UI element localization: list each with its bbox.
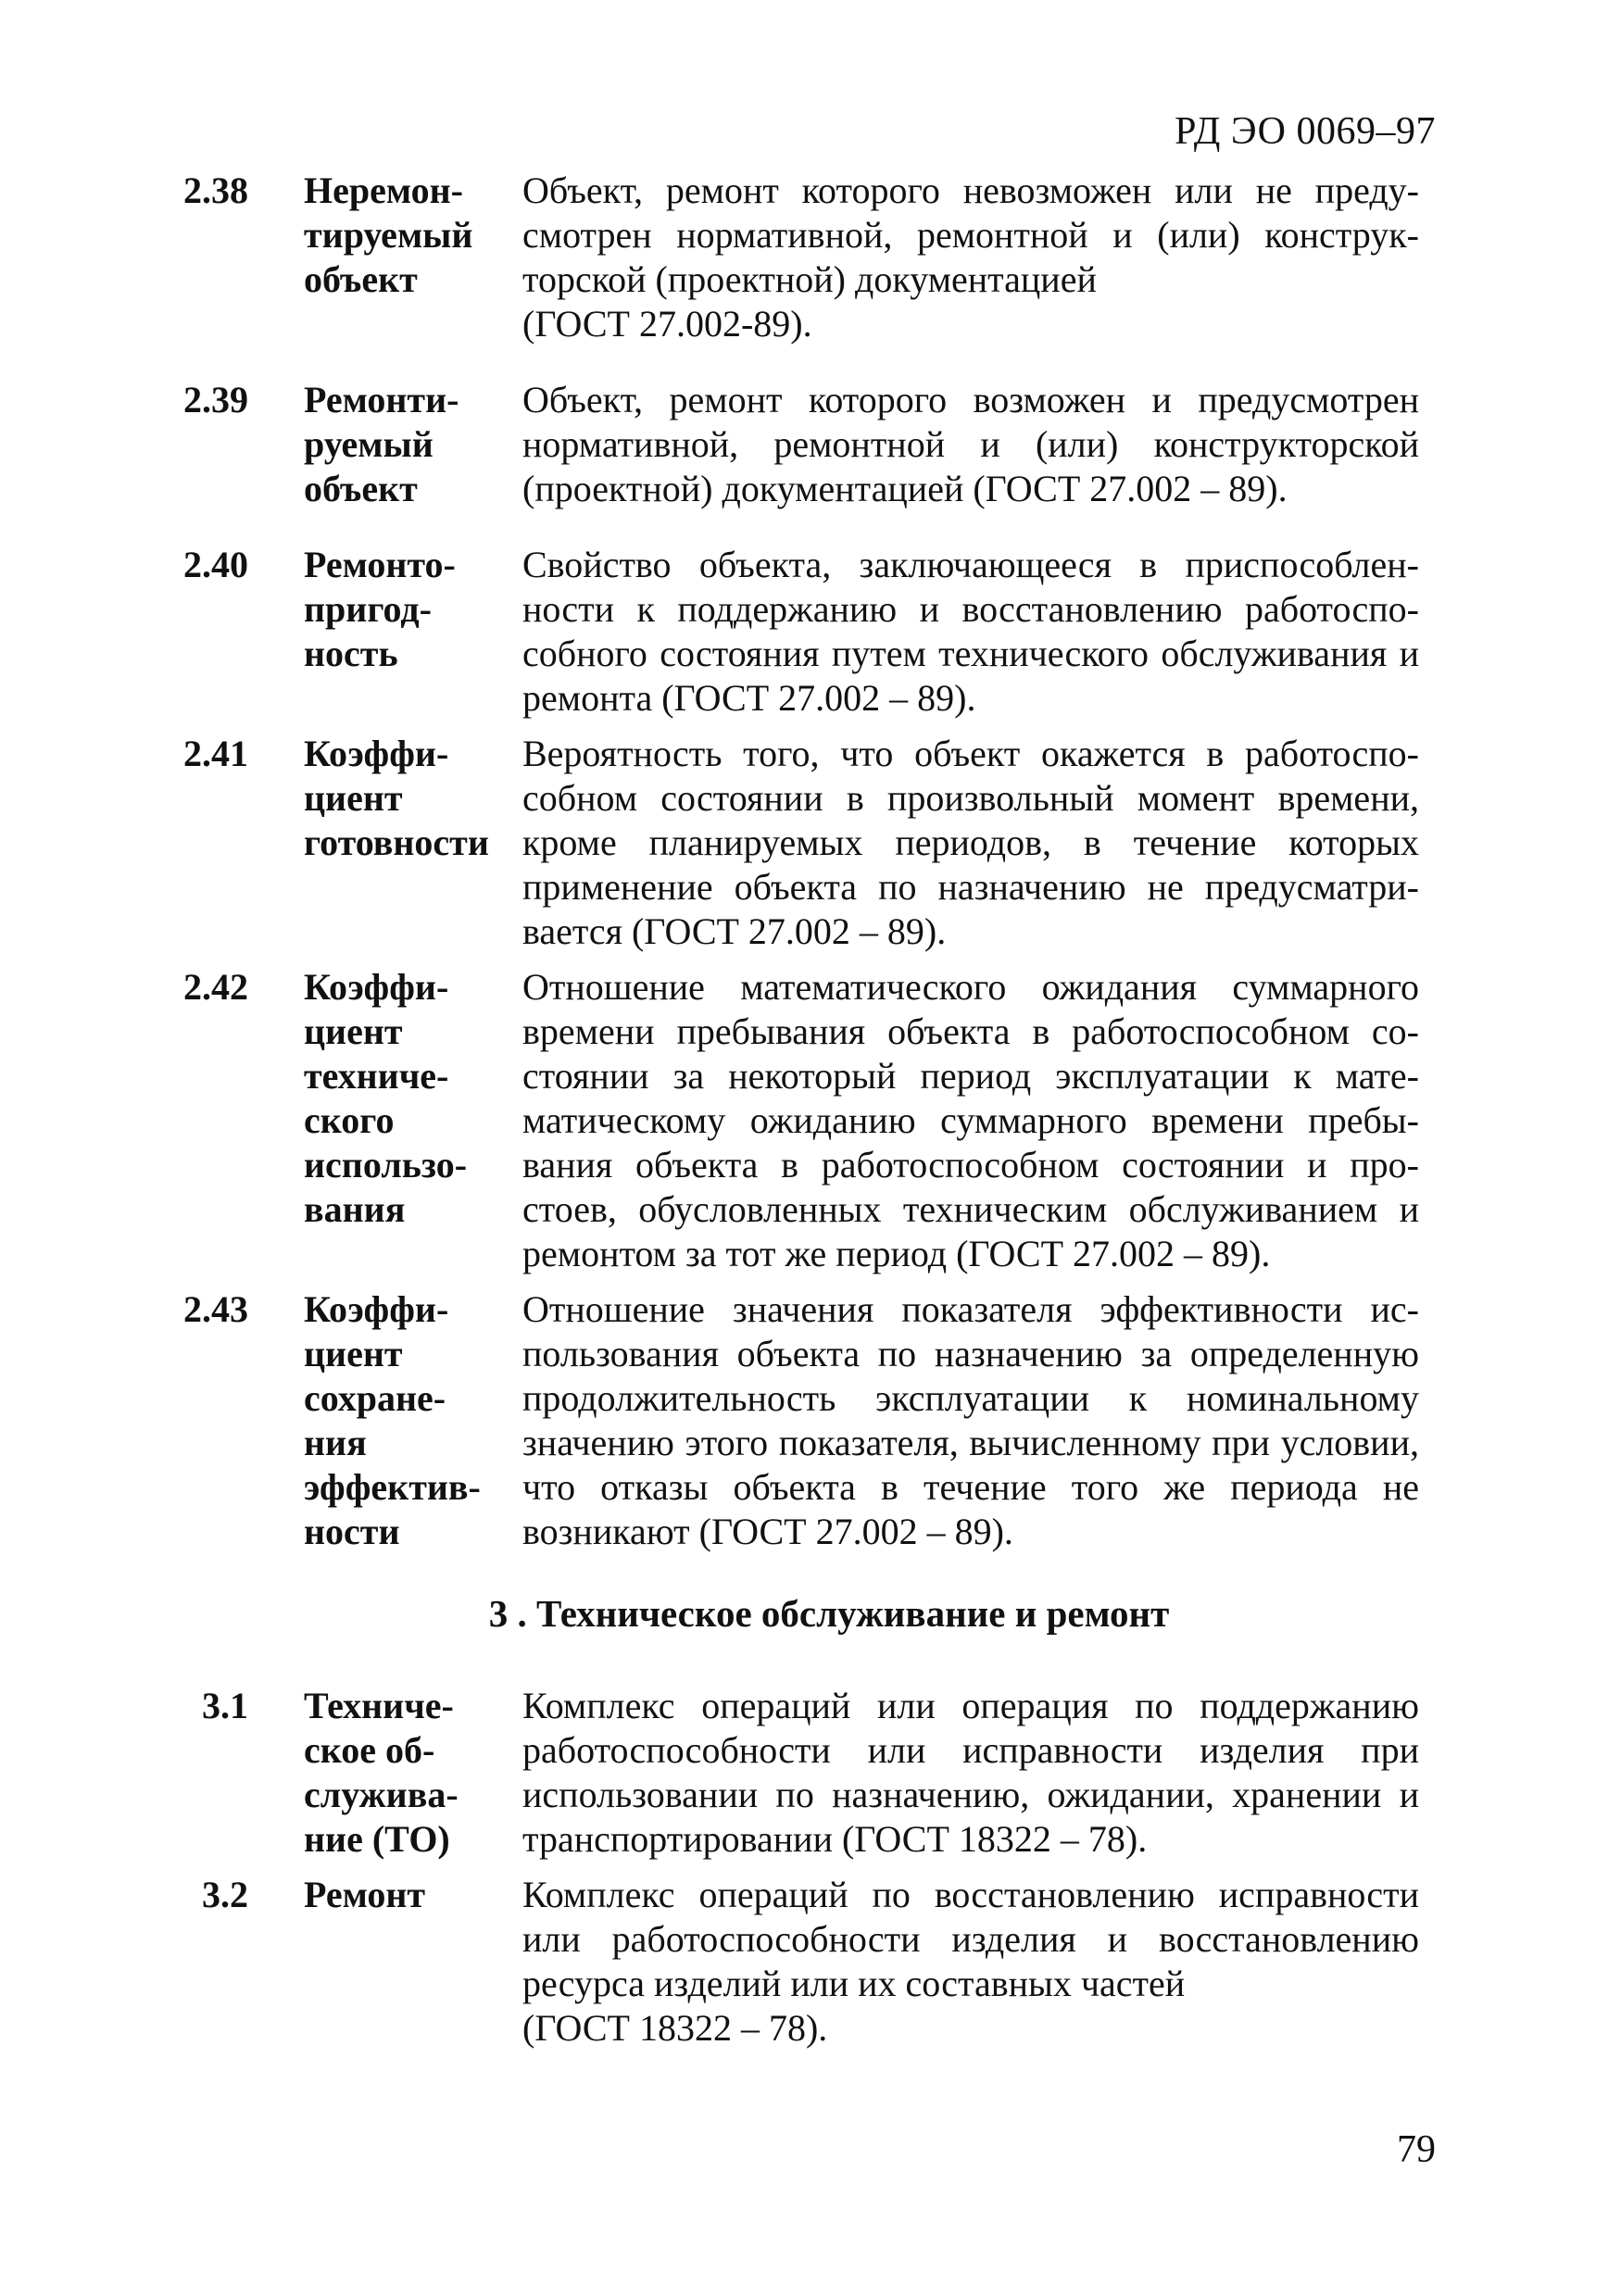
entry-number: 3.2	[202, 1874, 248, 1915]
entry-definition	[522, 1873, 1419, 2051]
entry-term: Коэффи- циент техниче- ского использо- вания	[304, 966, 468, 1230]
entry-term: Коэффи- циент готовности	[304, 733, 489, 863]
definition-line: (ГОСТ 18322 – 78).	[522, 2007, 828, 2049]
section-title: 3 . Техническое обслуживание и ремонт	[488, 1592, 1170, 1635]
entry-number: 2.39	[183, 379, 248, 420]
entry-number: 2.41	[183, 733, 248, 774]
entry-number: 2.43	[183, 1288, 248, 1330]
definition-line: (ГОСТ 27.002-89).	[522, 303, 812, 345]
entry-definition: Вероятность того, что объект окажется в работоспособном состоянии в произвольный момент времени, кроме планируемых периодов, в течение которых применение объекта по назначению не предусматривается (ГОСТ 27.002 – 89).	[522, 733, 1419, 952]
entry-2-39	[0, 378, 1621, 511]
entry-term: Ремонто- пригод- ность	[304, 544, 456, 674]
entry-2-43	[0, 1287, 1621, 1554]
entry-number: 3.1	[202, 1685, 248, 1726]
entry-3-2	[0, 1873, 1621, 2051]
entry-definition: Свойство объекта, заключающееся в приспособленности к поддержанию и восстановлению работоспособного состояния путем технического обслуживания и ремонта (ГОСТ 27.002 – 89).	[522, 544, 1419, 719]
entry-definition: Отношение значения показателя эффективности использования объекта по назначению за определенную продолжительность эксплуатации к номинальному значению этого показателя, вычисленному при условии, что отказы объекта в течение того же периода не возникают (ГОСТ 27.002 – 89).	[522, 1288, 1419, 1552]
definition-line: Объект, ремонт которого невозможен или не предусмотрен нормативной, ремонтной и (или) конструкторской (проектной) документацией	[522, 169, 1419, 300]
page-number: 79	[1397, 2128, 1436, 2171]
entry-term: Техниче- ское об- служива- ние (ТО)	[304, 1685, 459, 1860]
entry-definition: Отношение математического ожидания суммарного времени пребывания объекта в работоспособном состоянии за некоторый период эксплуатации к математическому ожиданию суммарного времени пребывания объекта в работоспособном состоянии и простоев, обусловленных техническим обслуживанием и ремонтом за тот же период (ГОСТ 27.002 – 89).	[522, 966, 1419, 1274]
entries-list	[0, 169, 1621, 2051]
page-header: РД ЭО 0069–97	[1175, 110, 1436, 153]
entry-number: 2.42	[183, 966, 248, 1008]
entry-number: 2.40	[183, 544, 248, 585]
entry-term: Неремон- тируемый объект	[304, 169, 473, 300]
definition-line: Комплекс операций по восстановлению исправности или работоспособности изделия и восстановлению ресурса изделий или их составных частей	[522, 1874, 1419, 2004]
entry-2-41	[0, 732, 1621, 954]
entry-number: 2.38	[183, 169, 248, 211]
entry-definition: Объект, ремонт которого возможен и предусмотрен нормативной, ремонтной и (или) конструкторской (проектной) документацией (ГОСТ 27.002 – 89).	[522, 379, 1419, 509]
entry-3-1	[0, 1684, 1621, 1862]
entry-definition	[522, 169, 1419, 346]
entry-term: Ремонт	[304, 1874, 426, 1915]
entry-2-42	[0, 965, 1621, 1276]
entry-2-40	[0, 543, 1621, 721]
entry-2-38	[0, 169, 1621, 346]
entry-term: Ремонти- руемый объект	[304, 379, 459, 509]
entry-term: Коэффи- циент сохране- ния эффектив- ности	[304, 1288, 481, 1552]
entry-definition: Комплекс операций или операция по поддержанию работоспособности или исправности изделия при использовании по назначению, ожидании, хранении и транспортировании (ГОСТ 18322 – 78).	[522, 1685, 1419, 1860]
